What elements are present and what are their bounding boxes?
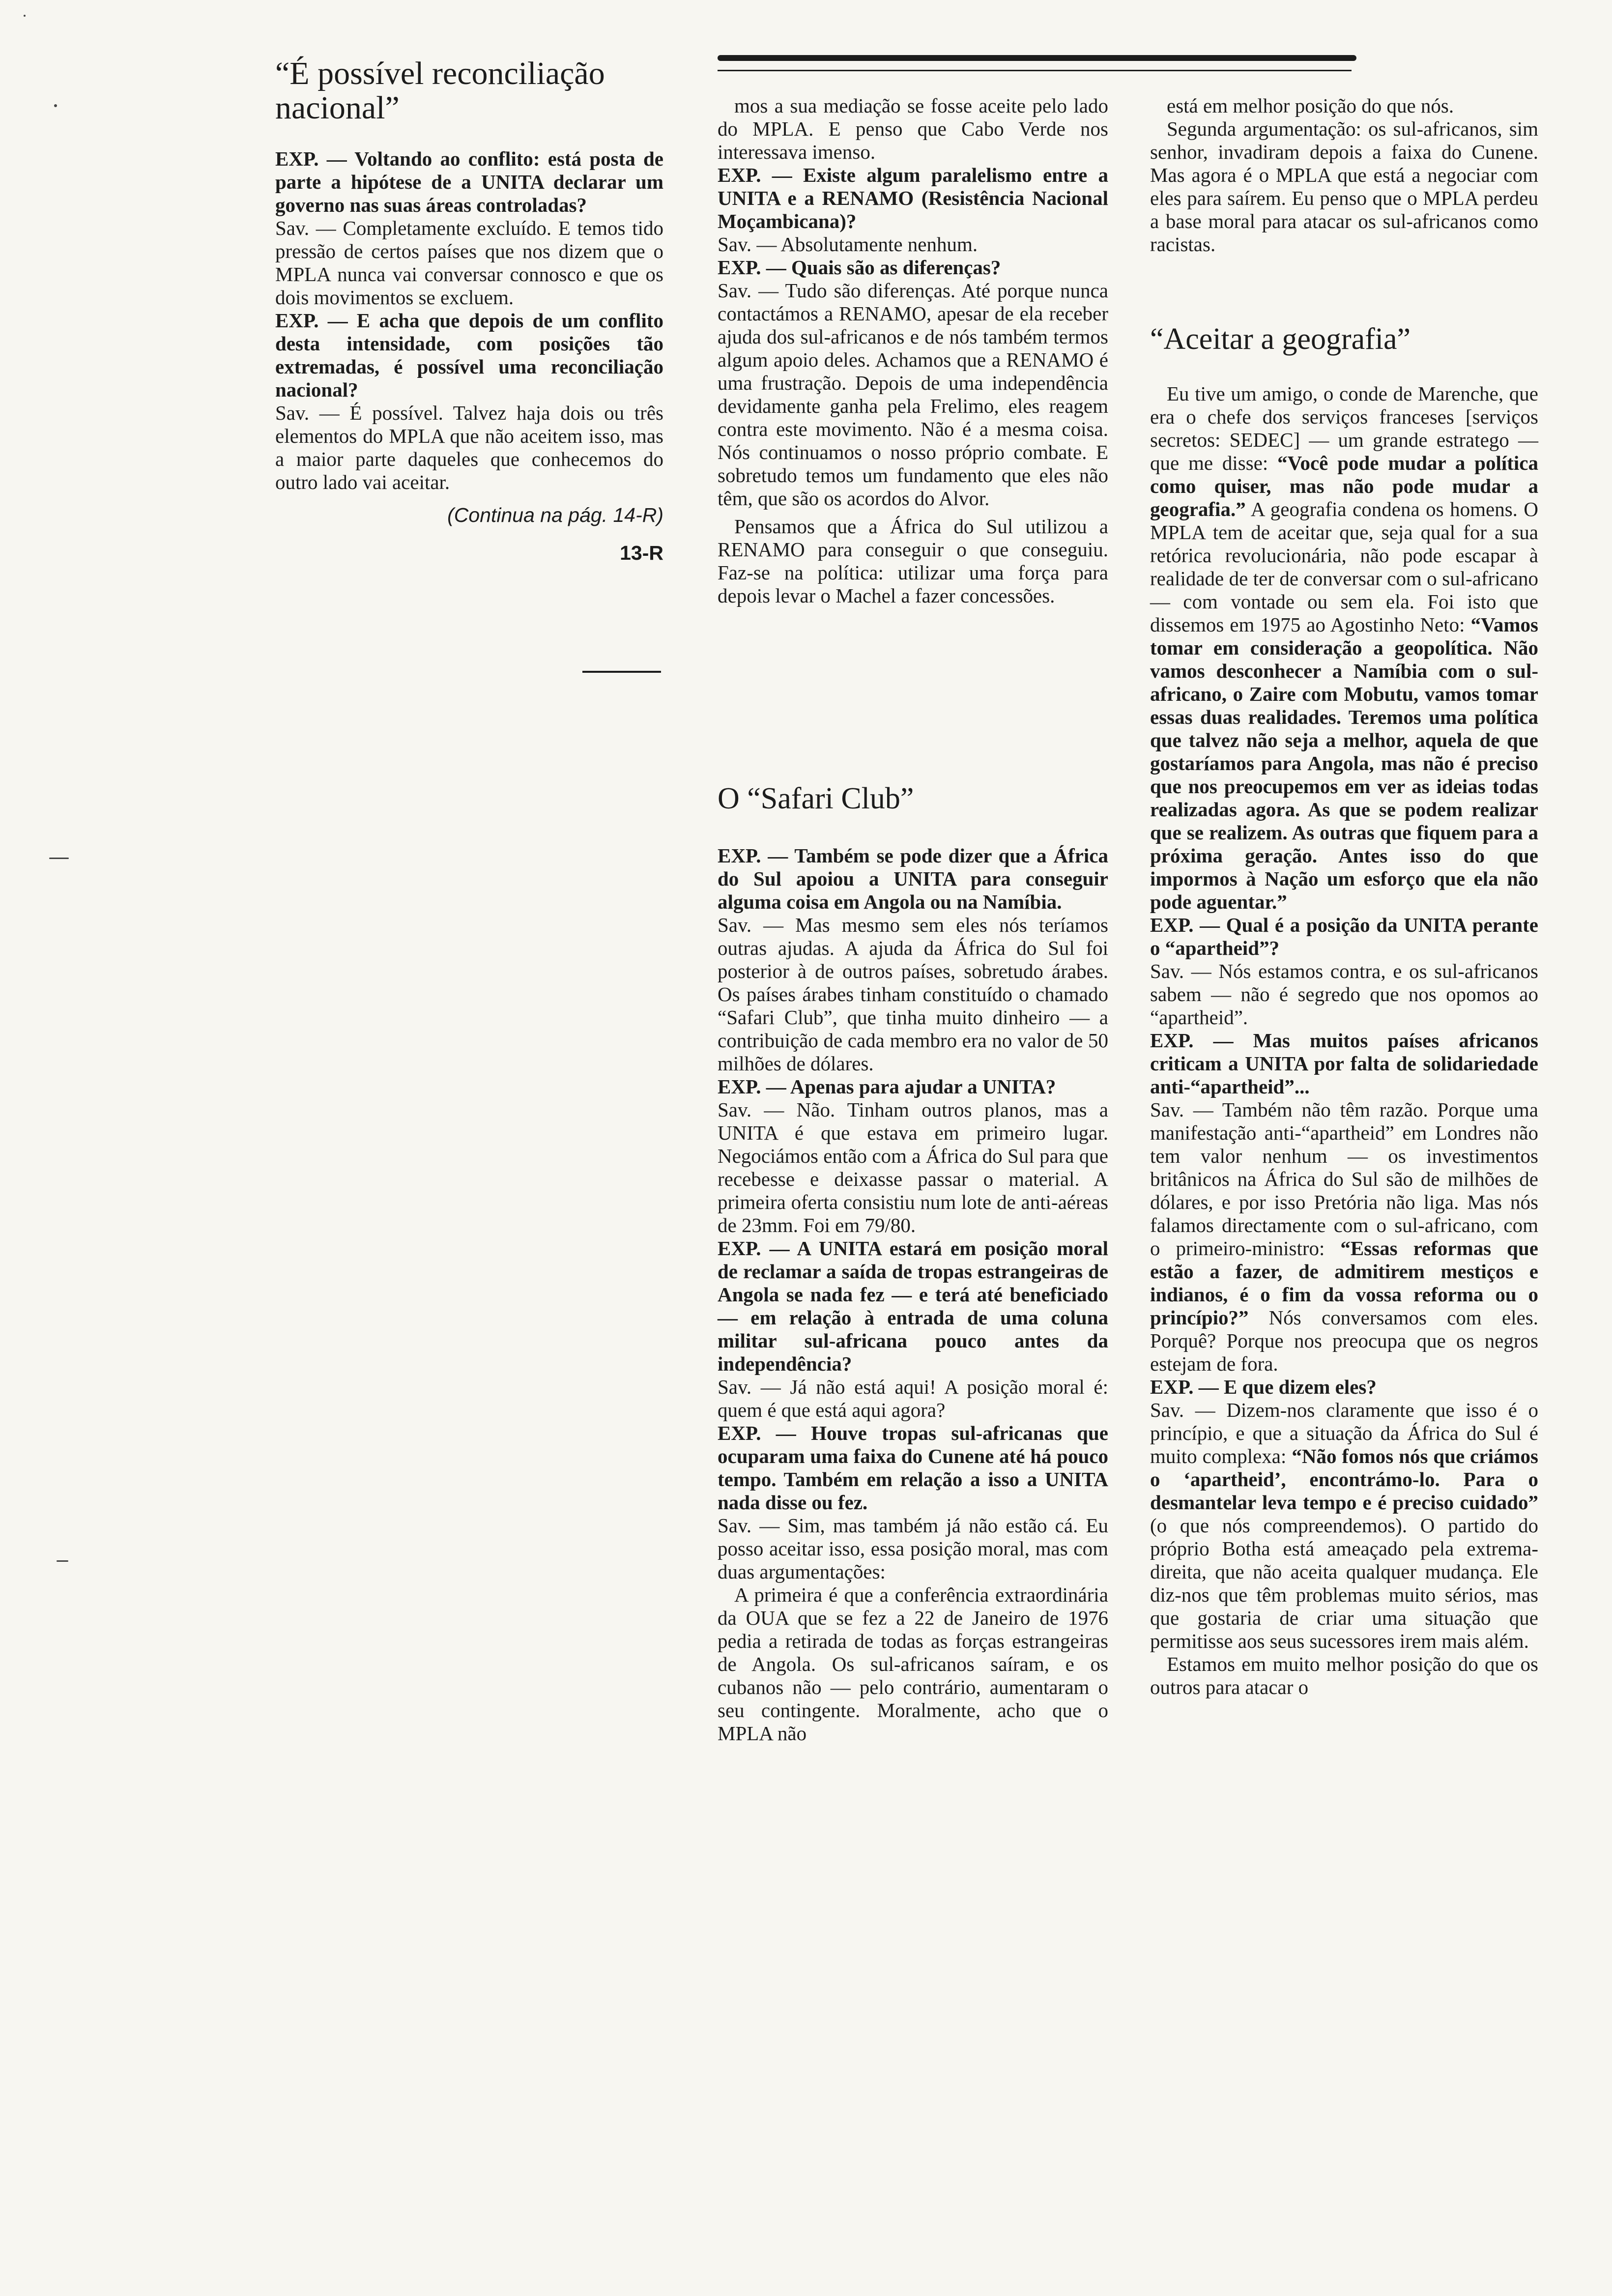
speaker-label: Sav. —: [1150, 1399, 1227, 1421]
speaker-label: EXP. —: [1150, 1029, 1253, 1052]
speaker-label: EXP. —: [1150, 1376, 1224, 1398]
paragraph-text: Segunda argumentação: os sul-africanos, sim senhor, invadiram depois a faixa do Cunene. Mas agora é o MPLA que está a negociar com eles para saírem. Eu penso que o MPLA perdeu a base moral para atacar os sul-africanos como racistas.: [1150, 117, 1538, 256]
paragraph-text: Dizem-nos claramente que isso é o princípio, e que a situação da África do Sul é muito complexa:: [1150, 1399, 1538, 1467]
section-heading-safari-club: O “Safari Club”: [718, 782, 914, 815]
paragraph-text: Também não têm razão. Porque uma manifestação anti-“apartheid” em Londres não tem valor nenhum — os investimentos britânicos na África do Sul são de milhões de dólares, e por isso Pretória não liga. Mas nós falamos directamente com o sul-africano, com o primeiro-ministro:: [1150, 1098, 1538, 1260]
paragraph-text: E acha que depois de um conflito desta intensidade, com posições tão extremadas, é possível uma reconciliação nacional?: [275, 309, 663, 401]
paragraph-text: Nós conversamos com eles. Porquê? Porque nos preocupa que os negros estejam de fora.: [1150, 1306, 1538, 1375]
quoted-text: “Vamos tomar em consideração a geopolítica. Não vamos desconhecer a Namíbia com o sul-africano, o Zaire com Mobutu, vamos tomar essas duas realidades. Teremos uma política que talvez não seja a melhor, aquela de que gostaríamos para Angola, mas não é preciso que nos preocupemos em ver as ideias todas realizadas agora. As que se podem realizar que se realizem. As outras que fiquem para a próxima geração. Antes isso do que impormos à Nação um esforço que ela não pode aguentar.”: [1150, 613, 1538, 913]
answer-paragraph: [1150, 117, 1538, 256]
answer-paragraph: [718, 515, 1108, 607]
page-number-rule: [582, 671, 661, 673]
paragraph-text: Existe algum paralelismo entre a UNITA e a RENAMO (Resistência Nacional Moçambicana)?: [718, 164, 1108, 232]
left-column: [275, 147, 663, 565]
paragraph-text: Estamos em muito melhor posição do que os outros para atacar o: [1150, 1653, 1538, 1698]
paragraph-text: mos a sua mediação se fosse aceite pelo lado do MPLA. E penso que Cabo Verde nos interessava imenso.: [718, 94, 1108, 163]
answer-paragraph: [718, 1514, 1108, 1583]
quoted-text: “Você pode mudar a política como quiser, mas não pode mudar a geografia.”: [1150, 452, 1538, 520]
speaker-label: EXP. —: [275, 309, 357, 332]
speaker-label: Sav. —: [718, 233, 781, 256]
paragraph-text: E que dizem eles?: [1224, 1376, 1377, 1398]
question-paragraph: [1150, 1029, 1538, 1098]
section-heading-geography: “Aceitar a geografia”: [1150, 322, 1411, 356]
answer-paragraph: [718, 914, 1108, 1075]
paragraph-text: Absolutamente nenhum.: [780, 233, 978, 256]
speaker-label: Sav. —: [718, 1514, 788, 1537]
quoted-text: “Essas reformas que estão a fazer, de admitirem mestiços e indianos, é o fim da vossa reforma ou o princípio?”: [1150, 1237, 1538, 1329]
paragraph-text: Apenas para ajudar a UNITA?: [790, 1075, 1056, 1098]
question-paragraph: [1150, 1376, 1538, 1399]
paragraph-text: Qual é a posição da UNITA perante o “apartheid”?: [1150, 914, 1538, 959]
speaker-label: Sav. —: [718, 914, 796, 936]
answer-paragraph: [718, 1583, 1108, 1745]
paragraph-text: Quais são as diferenças?: [791, 256, 1001, 279]
paragraph-text: Não. Tinham outros planos, mas a UNITA é que estava em primeiro lugar. Negociámos então com a África do Sul para que recebesse e deixasse passar o material. A primeira oferta consistiu num lote de anti-aéreas de 23mm. Foi em 79/80.: [718, 1098, 1108, 1236]
speaker-label: EXP. —: [718, 256, 791, 279]
paragraph-text: Tudo são diferenças. Até porque nunca contactámos a RENAMO, apesar de ela receber ajuda dos sul-africanos e de nós também termos algum apoio deles. Achamos que a RENAMO é uma frustração. Depois de uma independência devidamente ganha pela Frelimo, eles reagem contra este movimento. Não é a mesma coisa. Nós continuamos o nosso próprio combate. E sobretudo temos um fundamento que eles não têm, que são os acordos do Alvor.: [718, 279, 1108, 510]
top-rule: [718, 55, 1356, 61]
question-paragraph: [718, 1237, 1108, 1376]
paragraph-text: Nós estamos contra, e os sul-africanos sabem — não é segredo que nos opomos ao “apartheid”.: [1150, 960, 1538, 1029]
top-rule-thin: [718, 70, 1352, 71]
answer-paragraph: [1150, 94, 1538, 117]
section-heading-reconciliation: “É possível reconciliação nacional”: [275, 56, 605, 126]
question-paragraph: [1150, 914, 1538, 960]
answer-paragraph: [1150, 1098, 1538, 1376]
answer-paragraph: [718, 1098, 1108, 1237]
answer-paragraph: [275, 217, 663, 309]
question-paragraph: [275, 147, 663, 217]
page-number: 13-R: [620, 542, 663, 564]
answer-paragraph: [1150, 1399, 1538, 1653]
question-paragraph: [718, 256, 1108, 279]
answer-paragraph: [1150, 960, 1538, 1029]
speaker-label: Sav. —: [718, 1376, 790, 1398]
right-column-lower: [1150, 382, 1538, 1699]
speaker-label: EXP. —: [718, 1075, 790, 1098]
answer-paragraph: [718, 279, 1108, 510]
paragraph-text: Eu tive um amigo, o conde de Marenche, que era o chefe dos serviços franceses [serviços secretos: SEDEC] — um grande estratego — que me disse:: [1150, 382, 1538, 474]
continue-note: (Continua na pág. 14-R): [447, 504, 663, 526]
paragraph-text: É possível. Talvez haja dois ou três elementos do MPLA que não aceitem isso, mas a maior parte daqueles que conhecemos do outro lado vai aceitar.: [275, 402, 663, 493]
paragraph-text: Mas muitos países africanos criticam a UNITA por falta de solidariedade anti-“apartheid”...: [1150, 1029, 1538, 1098]
speaker-label: Sav. —: [1150, 1098, 1222, 1121]
speaker-label: EXP. —: [718, 164, 803, 186]
right-column: [1150, 94, 1538, 256]
paragraph-text: está em melhor posição do que nós.: [1167, 94, 1454, 117]
speaker-label: EXP. —: [1150, 914, 1226, 936]
paragraph-text: Também se pode dizer que a África do Sul apoiou a UNITA para conseguir alguma coisa em Angola ou na Namíbia.: [718, 844, 1108, 913]
paragraph-text: Voltando ao conflito: está posta de parte a hipótese de a UNITA declarar um governo nas suas áreas controladas?: [275, 147, 663, 216]
speaker-label: Sav. —: [1150, 960, 1219, 982]
paragraph-text: Mas mesmo sem eles nós teríamos outras ajudas. A ajuda da África do Sul foi posterior à de outros países, sobretudo árabes. Os países árabes tinham constituído o chamado “Safari Club”, que tinha muito dinheiro — a contribuição de cada membro era no valor de 50 milhões de dólares.: [718, 914, 1108, 1075]
quoted-text: “Não fomos nós que criámos o ‘apartheid’, encontrámo-lo. Para o desmantelar leva tempo e é preciso cuidado”: [1150, 1445, 1538, 1514]
answer-paragraph: [1150, 1653, 1538, 1699]
question-paragraph: [718, 844, 1108, 914]
answer-paragraph: [718, 233, 1108, 256]
middle-column-lower: [718, 844, 1108, 1745]
speaker-label: Sav. —: [718, 1098, 797, 1121]
speaker-label: Sav. —: [275, 402, 350, 424]
paragraph-text: Já não está aqui! A posição moral é: quem é que está aqui agora?: [718, 1376, 1109, 1421]
speaker-label: Sav. —: [275, 217, 343, 239]
paragraph-text: (o que nós compreendemos). O partido do próprio Botha está ameaçado pela extrema-direita, que não aceita qualquer mudança. Ele diz-nos que têm problemas muito sérios, mas que gostaria de criar uma situação que permitisse aos seus sucessores irem mais além.: [1150, 1514, 1538, 1652]
question-paragraph: [718, 164, 1108, 233]
paragraph-text: A UNITA estará em posição moral de reclamar a saída de tropas estrangeiras de Angola se nada fez — e terá até beneficiado — em relação à entrada de uma coluna militar sul-africana pouco antes da independência?: [718, 1237, 1108, 1375]
paragraph-text: Pensamos que a África do Sul utilizou a RENAMO para conseguir o que conseguiu. Faz-se na política: utilizar uma força para depois levar o Machel a fazer concessões.: [718, 515, 1108, 607]
paragraph-text: A primeira é que a conferência extraordinária da OUA que se fez a 22 de Janeiro de 1976 pedia a retirada de todas as forças estrangeiras de Angola. Os sul-africanos saíram, e os cubanos não — pelo contrário, aumentaram o seu contingente. Moralmente, acho que o MPLA não: [718, 1583, 1108, 1745]
question-paragraph: [718, 1075, 1108, 1098]
scan-speck: [24, 15, 26, 17]
scan-speck: [49, 858, 69, 859]
answer-paragraph: [1150, 382, 1538, 914]
middle-column: [718, 94, 1108, 607]
scan-speck: [57, 1560, 68, 1562]
speaker-label: Sav. —: [718, 279, 785, 302]
scan-speck: [54, 104, 57, 107]
question-paragraph: [275, 309, 663, 402]
paragraph-text: A geografia condena os homens. O MPLA tem de aceitar que, seja qual for a sua retórica revolucionária, não pode escapar à realidade de ter de conversar com o sul-africano — com vontade ou sem ela. Foi isto que dissemos em 1975 ao Agostinho Neto:: [1150, 498, 1538, 636]
speaker-label: EXP. —: [718, 1237, 797, 1260]
answer-paragraph: [718, 94, 1108, 164]
speaker-label: EXP. —: [718, 1422, 811, 1444]
speaker-label: EXP. —: [718, 844, 795, 867]
answer-paragraph: [718, 1376, 1108, 1422]
speaker-label: EXP. —: [275, 147, 355, 170]
answer-paragraph: [275, 402, 663, 494]
question-paragraph: [718, 1422, 1108, 1514]
paragraph-text: Sim, mas também já não estão cá. Eu posso aceitar isso, essa posição moral, mas com duas argumentações:: [718, 1514, 1109, 1583]
paragraph-text: Completamente excluído. E temos tido pressão de certos países que nos dizem que o MPLA nunca vai conversar connosco e que os dois movimentos se excluem.: [275, 217, 663, 309]
paragraph-text: Houve tropas sul-africanas que ocuparam uma faixa do Cunene até há pouco tempo. Também em relação a isso a UNITA nada disse ou fez.: [718, 1422, 1108, 1514]
